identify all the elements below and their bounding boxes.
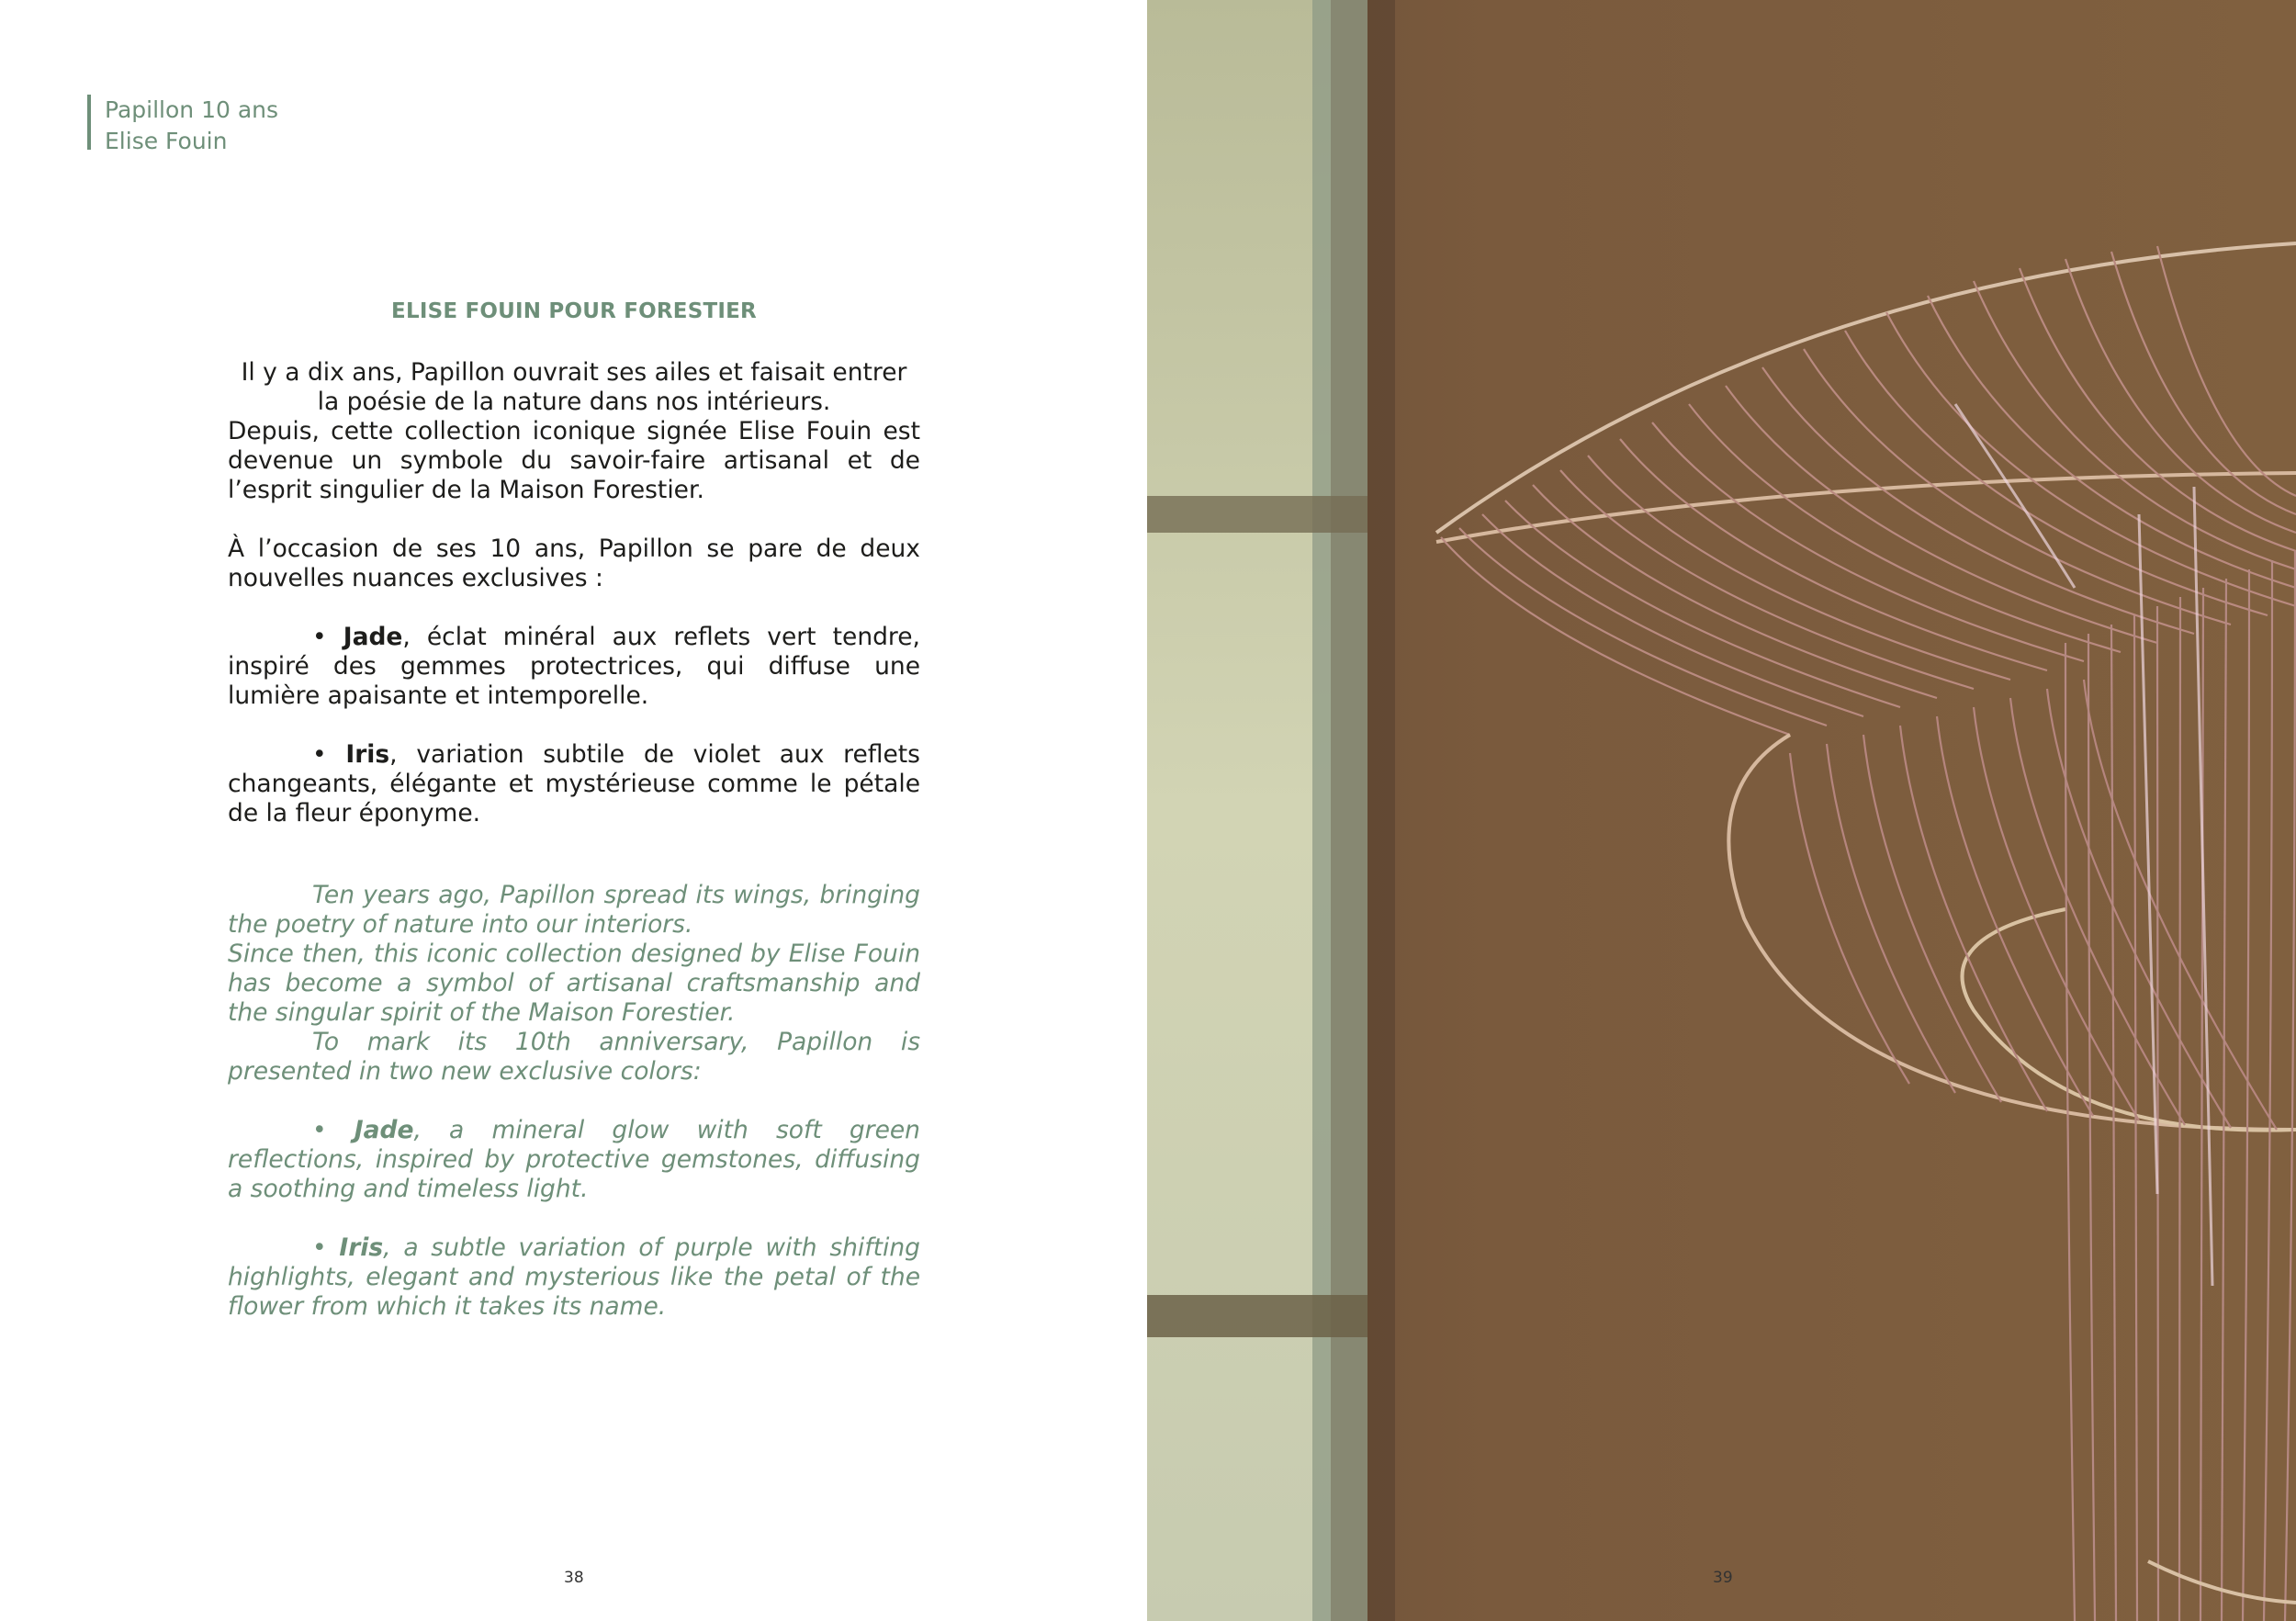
- window-pane: [1147, 0, 1331, 1621]
- running-header: [87, 95, 279, 154]
- header-collection: Papillon 10 ans: [105, 96, 279, 123]
- french-paragraph-1: Depuis, cette collection iconique signée Elise Fouin est devenue un symbole du savoir-faire artisanal et de l’esprit singulier de la Maison Forestier.: [228, 417, 920, 504]
- page-number-right: 39: [1713, 1569, 1733, 1587]
- window-mullion: [1147, 496, 1367, 533]
- jade-name: Jade: [343, 623, 403, 651]
- bullet: •: [312, 1233, 327, 1262]
- lamp-photo-illustration: [1147, 0, 2296, 1621]
- english-paragraph-1a: Ten years ago, Papillon spread its wings, bringing the poetry of nature into our interiors.: [228, 881, 920, 939]
- left-page: [0, 0, 1147, 1621]
- jade-description-en: , a mineral glow with soft green reflections, inspired by protective gemstones, diffusing a soothing and timeless light.: [228, 1116, 920, 1203]
- bullet: •: [312, 1116, 327, 1144]
- jade-name-en: Jade: [354, 1116, 414, 1144]
- iris-description-en: , a subtle variation of purple with shifting highlights, elegant and mysterious like the petal of the flower from which it takes its name.: [228, 1233, 920, 1321]
- english-text: [228, 881, 920, 1322]
- bullet: •: [312, 740, 327, 769]
- intro-line-1: Il y a dix ans, Papillon ouvrait ses ailes et faisait entrer: [241, 358, 907, 387]
- english-paragraph-1b: Since then, this iconic collection designed by Elise Fouin has become a symbol of artisanal craftsmanship and the singular spirit of the Maison Forestier.: [228, 940, 920, 1027]
- english-paragraph-2: To mark its 10th anniversary, Papillon is presented in two new exclusive colors:: [228, 1028, 920, 1086]
- page-number-left: 38: [564, 1569, 584, 1587]
- french-iris-item: [228, 740, 920, 828]
- header-designer: Elise Fouin: [105, 128, 228, 154]
- section-heading: ELISE FOUIN POUR FORESTIER: [391, 299, 757, 323]
- french-jade-item: [228, 623, 920, 711]
- iris-name: Iris: [345, 740, 390, 769]
- french-text: [228, 358, 920, 828]
- french-paragraph-2: À l’occasion de ses 10 ans, Papillon se pare de deux nouvelles nuances exclusives :: [228, 535, 920, 592]
- english-jade-item: [228, 1116, 920, 1204]
- iris-name-en: Iris: [339, 1233, 384, 1262]
- english-iris-item: [228, 1233, 920, 1322]
- intro-line-2: la poésie de la nature dans nos intérieurs.: [317, 388, 831, 416]
- bullet: •: [312, 623, 327, 651]
- lamp-photo: [1147, 0, 2296, 1621]
- iris-description: , variation subtile de violet aux reflets changeants, élégante et mystérieuse comme le pétale de la fleur éponyme.: [228, 740, 920, 827]
- jade-description: , éclat minéral aux reflets vert tendre, inspiré des gemmes protectrices, qui diffuse une lumière apaisante et intemporelle.: [228, 623, 920, 710]
